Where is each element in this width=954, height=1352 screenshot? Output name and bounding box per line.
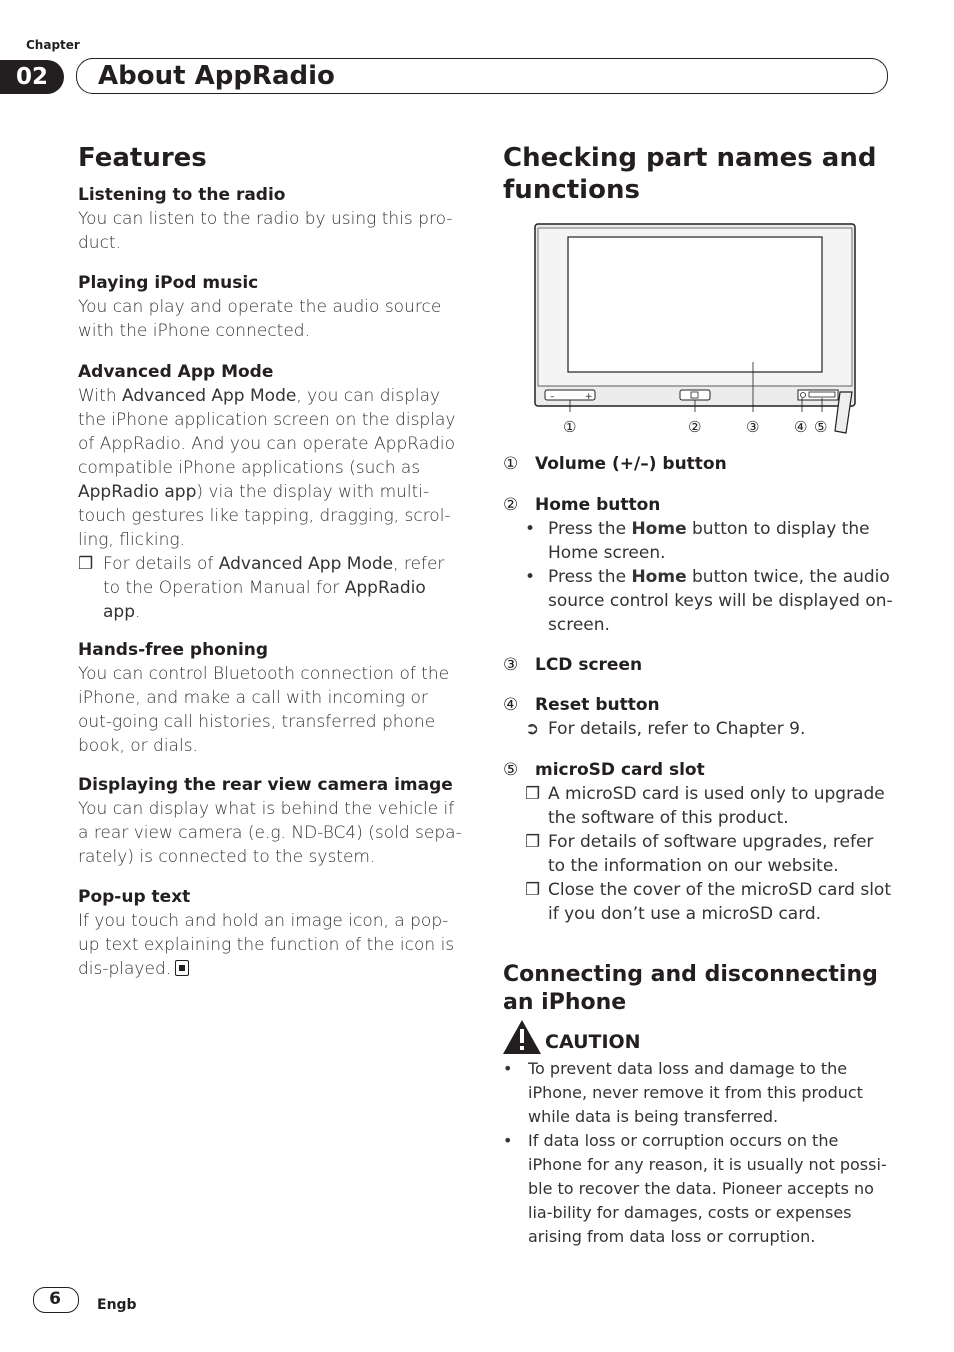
lcd-screen bbox=[568, 237, 822, 372]
feature-heading: Hands-free phoning bbox=[78, 640, 269, 660]
device-diagram bbox=[530, 220, 865, 440]
part-heading: ④ Reset button bbox=[503, 695, 660, 715]
part-heading: ② Home button bbox=[503, 495, 661, 515]
feature-advanced-app-mode bbox=[78, 360, 463, 624]
part-heading: ⑤ microSD card slot bbox=[503, 760, 705, 780]
connecting-title: Connecting and disconnecting an iPhone bbox=[503, 962, 878, 1015]
part-note: ❒ For details of software upgrades, refer to the information on our website. bbox=[525, 832, 874, 876]
warning-triangle-icon bbox=[502, 1019, 542, 1055]
volume-minus-label: – bbox=[550, 392, 555, 402]
chapter-title: About AppRadio bbox=[98, 61, 335, 91]
feature-heading: Playing iPod music bbox=[78, 273, 259, 293]
feature-heading: Advanced App Mode bbox=[78, 362, 274, 382]
feature-text: You can control Bluetooth connection of the iPhone, and make a call with incoming or out-going call histories, transferred phone book, or dials. bbox=[78, 664, 450, 756]
checkbox-note-icon: ❒ bbox=[78, 554, 94, 574]
caution-item: • To prevent data loss and damage to the iPhone, never remove it from this product while data is being transferred. bbox=[503, 1059, 863, 1126]
feature-ipod bbox=[78, 271, 463, 343]
feature-note: ❒ For details of Advanced App Mode, refer to the Operation Manual for AppRadio app. bbox=[78, 554, 445, 622]
callout-4: ④ bbox=[794, 418, 808, 436]
feature-text: You can play and operate the audio source with the iPhone connected. bbox=[78, 297, 442, 341]
part-note: ❒ Close the cover of the microSD card slot if you don’t use a microSD card. bbox=[525, 880, 891, 924]
feature-text: You can display what is behind the vehicle if a rear view camera (e.g. ND-BC4) (sold sepa-rately) is connected to the system. bbox=[78, 799, 462, 867]
end-of-section-icon bbox=[175, 960, 189, 976]
part-reference: ➲ For details, refer to Chapter 9. bbox=[525, 719, 806, 739]
microsd-slot bbox=[809, 392, 835, 397]
part-microsd bbox=[503, 758, 893, 926]
feature-heading: Pop-up text bbox=[78, 887, 191, 907]
checkbox-note-icon: ❒ bbox=[525, 880, 541, 900]
checkbox-note-icon: ❒ bbox=[525, 784, 541, 804]
language-code: Engb bbox=[97, 1297, 137, 1313]
caution-list bbox=[503, 1057, 889, 1249]
feature-rear-camera bbox=[78, 773, 463, 869]
part-reset bbox=[503, 693, 893, 741]
feature-hands-free bbox=[78, 638, 463, 758]
part-lcd bbox=[503, 653, 893, 677]
part-heading: ③ LCD screen bbox=[503, 655, 643, 675]
callout-5: ⑤ bbox=[814, 418, 828, 436]
caution-item: • If data loss or corruption occurs on the iPhone for any reason, it is usually not possi-ble to recover the data. Pioneer accepts no lia-bility for damages, costs or expenses arising from data loss or corruption. bbox=[503, 1131, 887, 1246]
part-volume bbox=[503, 452, 893, 476]
feature-heading: Listening to the radio bbox=[78, 185, 286, 205]
callout-1: ① bbox=[563, 418, 577, 436]
home-button bbox=[680, 390, 710, 400]
feature-popup-text bbox=[78, 885, 463, 981]
part-bullet: • Press the Home button to display the Home screen. bbox=[525, 519, 870, 563]
chapter-number-badge: 02 bbox=[0, 60, 64, 94]
parts-title: Checking part names and functions bbox=[503, 143, 877, 205]
feature-radio bbox=[78, 183, 463, 255]
chapter-label: Chapter bbox=[26, 38, 80, 52]
part-note: ❒ A microSD card is used only to upgrade the software of this product. bbox=[525, 784, 885, 828]
callout-3: ③ bbox=[746, 418, 760, 436]
feature-text: With Advanced App Mode, you can display the iPhone application screen on the display of AppRadio. And you can operate AppRadio compatible iPhone applications (such as AppRadio app) via the display with multi-touch gestures like tapping, dragging, scrol-ling, flicking. bbox=[78, 386, 456, 550]
checkbox-note-icon: ❒ bbox=[525, 832, 541, 852]
part-heading: ① Volume (+/–) button bbox=[503, 454, 727, 474]
part-bullet: • Press the Home button twice, the audio source control keys will be displayed on-screen. bbox=[525, 567, 893, 635]
arrow-reference-icon: ➲ bbox=[525, 719, 540, 739]
page-number: 6 bbox=[49, 1289, 61, 1309]
feature-text: If you touch and hold an image icon, a pop-up text explaining the function of the icon is dis-played. bbox=[78, 911, 455, 979]
caution-label: CAUTION bbox=[545, 1031, 641, 1053]
features-title: Features bbox=[78, 143, 207, 173]
callout-2: ② bbox=[688, 418, 702, 436]
volume-plus-label: + bbox=[585, 392, 593, 402]
part-home bbox=[503, 493, 893, 637]
feature-text: You can listen to the radio by using this pro-duct. bbox=[78, 209, 453, 253]
feature-heading: Displaying the rear view camera image bbox=[78, 775, 453, 795]
